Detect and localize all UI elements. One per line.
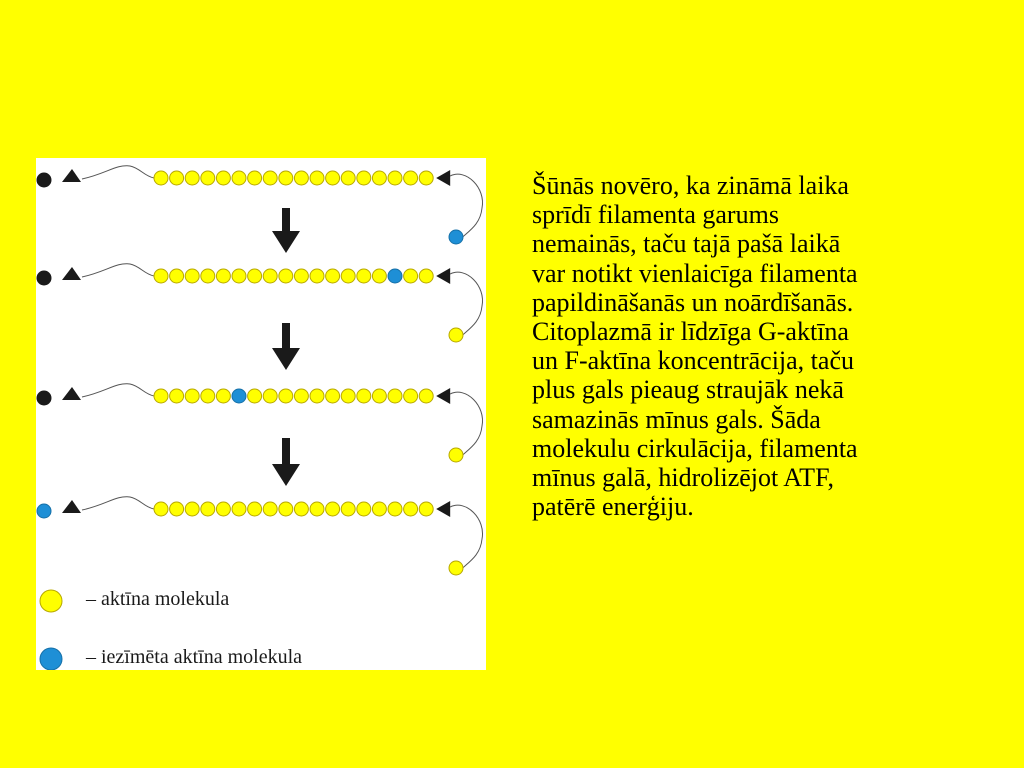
minus-end-triangle xyxy=(62,387,81,400)
description-line: plus gals pieaug straujāk nekā xyxy=(532,375,844,405)
left-filament-tether xyxy=(82,384,154,397)
description-line: mīnus galā, hidrolizējot ATF, xyxy=(532,463,834,493)
actin-bead xyxy=(201,171,215,185)
left-filament-tether xyxy=(82,497,154,510)
actin-bead xyxy=(388,171,402,185)
actin-bead xyxy=(232,269,246,283)
actin-bead xyxy=(201,269,215,283)
actin-bead xyxy=(372,389,386,403)
actin-bead xyxy=(326,269,340,283)
actin-bead xyxy=(310,269,324,283)
actin-bead xyxy=(248,269,262,283)
actin-bead xyxy=(154,389,168,403)
actin-bead xyxy=(310,502,324,516)
labeled-actin-bead xyxy=(232,389,246,403)
actin-bead xyxy=(419,389,433,403)
actin-bead xyxy=(388,502,402,516)
actin-bead xyxy=(294,389,308,403)
actin-bead xyxy=(248,389,262,403)
labeled-actin-bead xyxy=(388,269,402,283)
down-arrow xyxy=(272,323,300,370)
actin-bead xyxy=(372,171,386,185)
plus-end-triangle xyxy=(436,170,450,186)
description-line: patērē enerģiju. xyxy=(532,492,694,522)
actin-bead xyxy=(185,502,199,516)
treadmilling-diagram xyxy=(36,158,486,670)
actin-bead xyxy=(201,502,215,516)
actin-bead xyxy=(357,171,371,185)
actin-bead xyxy=(170,389,184,403)
actin-bead xyxy=(326,502,340,516)
actin-bead xyxy=(419,502,433,516)
plus-end-triangle xyxy=(436,388,450,404)
actin-bead xyxy=(279,269,293,283)
actin-bead xyxy=(388,389,402,403)
actin-bead xyxy=(372,502,386,516)
down-arrow xyxy=(272,438,300,486)
description-line: Šūnās novēro, ka zināmā laika xyxy=(532,171,849,200)
actin-bead xyxy=(216,502,230,516)
legend-actin-icon xyxy=(40,590,62,612)
actin-bead xyxy=(357,269,371,283)
plus-end-triangle xyxy=(436,501,450,517)
actin-bead xyxy=(341,269,355,283)
actin-bead xyxy=(294,171,308,185)
actin-bead xyxy=(170,171,184,185)
plus-end-triangle xyxy=(436,268,450,284)
actin-bead xyxy=(185,389,199,403)
actin-bead xyxy=(294,269,308,283)
actin-bead xyxy=(154,502,168,516)
actin-bead xyxy=(326,389,340,403)
actin-bead xyxy=(404,502,418,516)
description-paragraph xyxy=(532,171,1002,521)
free-molecule-right xyxy=(449,230,463,244)
left-filament-tether xyxy=(82,166,154,179)
legend-labeled-icon xyxy=(40,648,62,670)
free-molecule-left xyxy=(37,173,51,187)
description-line: molekulu cirkulācija, filamenta xyxy=(532,433,858,463)
actin-bead xyxy=(154,269,168,283)
description-line: nemainās, taču tajā pašā laikā xyxy=(532,229,841,259)
actin-bead xyxy=(279,389,293,403)
actin-bead xyxy=(357,389,371,403)
actin-bead xyxy=(372,269,386,283)
actin-bead xyxy=(263,389,277,403)
minus-end-triangle xyxy=(62,500,81,513)
free-molecule-left xyxy=(37,504,51,518)
actin-bead xyxy=(232,171,246,185)
minus-end-triangle xyxy=(62,169,81,182)
actin-bead xyxy=(404,171,418,185)
actin-bead xyxy=(341,502,355,516)
actin-bead xyxy=(294,502,308,516)
actin-bead xyxy=(216,171,230,185)
left-filament-tether xyxy=(82,264,154,277)
description-line: papildināšanās un noārdīšanās. xyxy=(532,287,854,317)
free-molecule-right xyxy=(449,328,463,342)
actin-bead xyxy=(310,171,324,185)
actin-bead xyxy=(326,171,340,185)
down-arrow xyxy=(272,208,300,253)
actin-bead xyxy=(185,269,199,283)
free-molecule-right xyxy=(449,561,463,575)
actin-bead xyxy=(263,269,277,283)
actin-bead xyxy=(216,269,230,283)
actin-bead xyxy=(201,389,215,403)
description-line: samazinās mīnus gals. Šāda xyxy=(532,404,821,434)
free-molecule-left xyxy=(37,271,51,285)
actin-bead xyxy=(357,502,371,516)
actin-bead xyxy=(248,502,262,516)
actin-bead xyxy=(170,269,184,283)
description-line: un F-aktīna koncentrācija, taču xyxy=(532,346,854,376)
description-line: sprīdī filamenta garums xyxy=(532,200,779,230)
actin-bead xyxy=(248,171,262,185)
description-line: Citoplazmā ir līdzīga G-aktīna xyxy=(532,317,849,347)
actin-bead xyxy=(170,502,184,516)
legend-labeled-label: – iezīmēta aktīna molekula xyxy=(86,646,303,668)
actin-bead xyxy=(341,171,355,185)
actin-bead xyxy=(232,502,246,516)
actin-bead xyxy=(419,171,433,185)
free-molecule-right xyxy=(449,448,463,462)
description-line: var notikt vienlaicīga filamenta xyxy=(532,258,858,288)
actin-bead xyxy=(310,389,324,403)
actin-bead xyxy=(185,171,199,185)
actin-bead xyxy=(419,269,433,283)
actin-bead xyxy=(341,389,355,403)
legend-actin-label: – aktīna molekula xyxy=(86,588,230,610)
actin-bead xyxy=(216,389,230,403)
actin-bead xyxy=(279,502,293,516)
actin-bead xyxy=(263,502,277,516)
actin-bead xyxy=(279,171,293,185)
actin-bead xyxy=(404,389,418,403)
minus-end-triangle xyxy=(62,267,81,280)
actin-bead xyxy=(154,171,168,185)
actin-bead xyxy=(404,269,418,283)
free-molecule-left xyxy=(37,391,51,405)
actin-bead xyxy=(263,171,277,185)
